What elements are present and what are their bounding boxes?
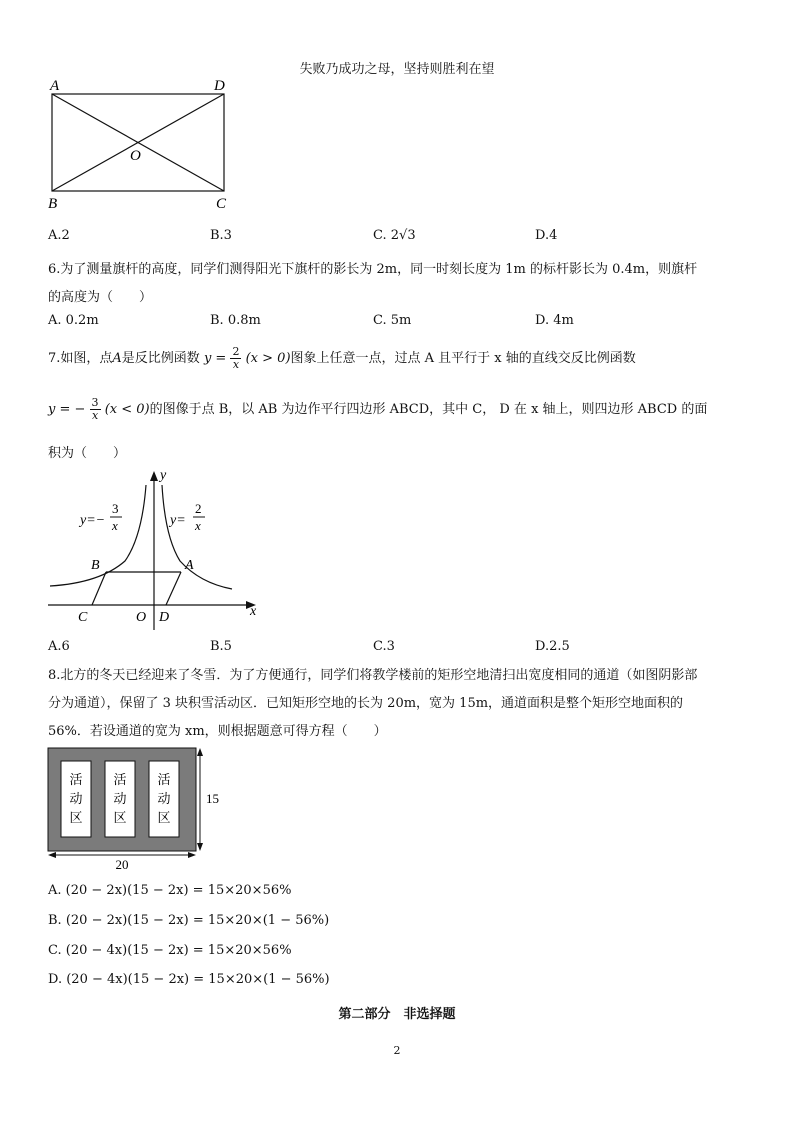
q7-option-b: B.5 <box>210 639 232 654</box>
point-label-c: C <box>78 610 88 625</box>
q8-line2: 分为通道），保留了 3 块积雪活动区．已知矩形空地的长为 20m，宽为 15m，通道面积是整个矩形空地面积的 <box>48 696 684 711</box>
q5-option-a: A.2 <box>48 228 70 243</box>
point-label-d: D <box>159 610 170 625</box>
q8-line3: 56%．若设通道的宽为 xm，则根据题意可得方程（ ） <box>48 724 387 739</box>
q8-line1: 8.北方的冬天已经迎来了冬雪．为了方便通行，同学们将教学楼前的矩形空地清扫出宽度相同的通道（如图阴影部 <box>48 668 698 683</box>
zone3-char2: 动 <box>157 791 171 806</box>
section-title: 第二部分 非选择题 <box>338 1007 456 1022</box>
zone2-char3: 区 <box>113 810 127 825</box>
q5-option-c-value: 2√3 <box>390 228 416 243</box>
point-label-c: C <box>216 196 227 212</box>
q6-line2: 的高度为（ ） <box>48 290 153 305</box>
page-number: 2 <box>393 1044 401 1057</box>
curve-label-right: y= <box>170 513 186 528</box>
q8-option-b: B. (20 − 2x)(15 − 2x) = 15×20×(1 − 56%) <box>48 913 330 928</box>
point-label-d: D <box>214 78 225 94</box>
q8-option-d: D. (20 − 4x)(15 − 2x) = 15×20×(1 − 56%) <box>48 972 330 987</box>
point-label-o: O <box>136 610 147 625</box>
curve-label-right-num: 2 <box>195 501 202 516</box>
y-axis-label: y <box>160 468 167 483</box>
rectangle-diagonals-figure <box>40 74 240 214</box>
point-label-o: O <box>130 148 141 164</box>
hyperbola-graph-figure <box>40 465 270 635</box>
zone2-char2: 动 <box>113 791 127 806</box>
q6-option-b: B. 0.8m <box>210 313 261 328</box>
q8-option-a: A. (20 − 2x)(15 − 2x) = 15×20×56% <box>48 883 292 898</box>
zone1-char1: 活 <box>69 772 83 787</box>
fraction-2-over-x: $\frac{2}{x}$ <box>232 345 240 371</box>
point-label-a: A <box>185 558 194 573</box>
q7-option-c: C.3 <box>373 639 395 654</box>
q7-line2: y = − $\frac{3}{x}$ (x < 0)的图像于点 B，以 AB 为边作平行四边形 ABCD，其中 C， D 在 x 轴上，则四边形 ABCD 的面 <box>48 396 708 422</box>
q7-line3: 积为（ ） <box>48 446 127 461</box>
q5-option-c: C. 2√3 <box>373 228 416 243</box>
fraction-3-over-x: $\frac{3}{x}$ <box>91 396 99 422</box>
q6-options <box>0 313 794 333</box>
dimension-height: 15 <box>206 791 219 806</box>
curve-label-left-num: 3 <box>112 501 119 516</box>
q5-options <box>0 228 794 248</box>
q6-option-a: A. 0.2m <box>48 313 99 328</box>
x-axis-label: x <box>250 604 257 619</box>
q8-option-c: C. (20 − 4x)(15 − 2x) = 15×20×56% <box>48 943 292 958</box>
dimension-width: 20 <box>115 857 129 872</box>
q5-option-d: D.4 <box>535 228 558 243</box>
curve-label-right-den: x <box>195 518 201 533</box>
q7-options <box>0 639 794 659</box>
zone3-char3: 区 <box>157 810 171 825</box>
q6-line1: 6.为了测量旗杆的高度，同学们测得阳光下旗杆的影长为 2m，同一时刻长度为 1m 的标杆影长为 0.4m，则旗杆 <box>48 262 698 277</box>
q7-line1: 7.如图，点A是反比例函数 y = $\frac{2}{x}$ (x > 0)图象上任意一点，过点 A 且平行于 x 轴的直线交反比例函数 <box>48 345 636 371</box>
q6-option-d: D. 4m <box>535 313 574 328</box>
point-label-b: B <box>48 196 58 212</box>
page-header: 失败乃成功之母，坚持则胜利在望 <box>299 62 495 77</box>
point-label-b: B <box>91 558 100 573</box>
zone3-char1: 活 <box>157 772 171 787</box>
zone1-char3: 区 <box>69 810 83 825</box>
snow-zone-figure <box>40 742 240 874</box>
q7-option-a: A.6 <box>48 639 70 654</box>
point-label-a: A <box>50 78 60 94</box>
curve-label-left-den: x <box>112 518 118 533</box>
q7-option-d: D.2.5 <box>535 639 570 654</box>
curve-label-left: y=− <box>80 513 106 528</box>
q6-option-c: C. 5m <box>373 313 412 328</box>
zone1-char2: 动 <box>69 791 83 806</box>
q5-option-b: B.3 <box>210 228 232 243</box>
zone2-char1: 活 <box>113 772 127 787</box>
